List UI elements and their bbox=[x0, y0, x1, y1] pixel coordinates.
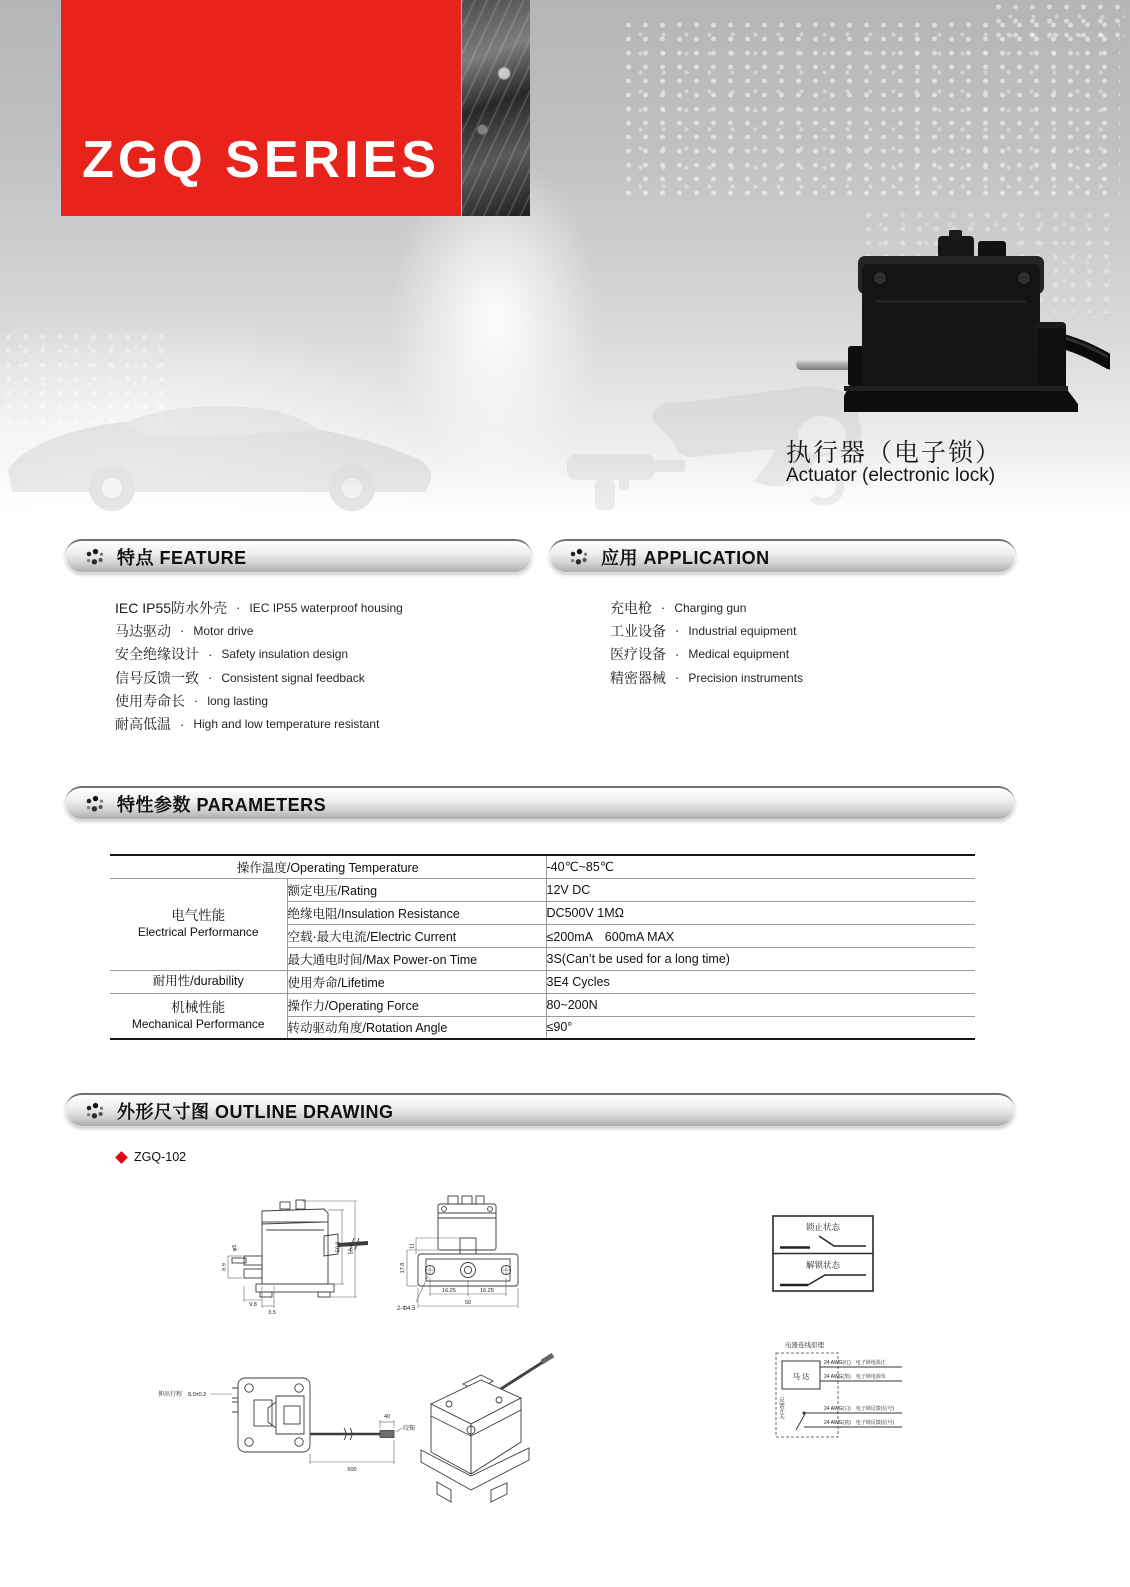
series-banner bbox=[61, 0, 461, 216]
dim-h2: 11 bbox=[409, 1243, 416, 1249]
lock-state-diagram bbox=[772, 1215, 874, 1293]
feature-item bbox=[115, 643, 403, 666]
feature-item bbox=[115, 619, 403, 642]
unlocked-switch-symbol bbox=[780, 1275, 866, 1285]
product-name-zh: 执行器（电子锁） bbox=[786, 439, 1003, 467]
dots-cluster-icon bbox=[85, 1102, 105, 1121]
side-view-dimensions bbox=[222, 1201, 357, 1316]
group-en: Mechanical Performance bbox=[131, 1016, 265, 1031]
wire-label: 24 AWG(白) 电子锁反馈(信号) bbox=[824, 1406, 895, 1412]
dim-h1: 17.8 bbox=[400, 1262, 406, 1274]
param-label: 转动驱动角度/Rotation Angle bbox=[287, 1016, 546, 1039]
car-watermark-image bbox=[0, 372, 445, 514]
section-header-parameters bbox=[65, 786, 1015, 820]
param-label: 绝缘电阻/Insulation Resistance bbox=[287, 901, 546, 924]
tin-label: 绞锡 bbox=[403, 1426, 416, 1432]
feature-zh: 安全绝缘设计 bbox=[115, 646, 199, 663]
feature-en: Consistent signal feedback bbox=[221, 670, 365, 685]
dim-cable: 500 bbox=[347, 1467, 357, 1473]
dots-cluster-icon bbox=[85, 795, 105, 814]
isometric-geometry bbox=[421, 1355, 553, 1502]
section-header-feature bbox=[65, 539, 532, 573]
wiring-diagram bbox=[758, 1337, 910, 1449]
model-row bbox=[117, 1150, 186, 1164]
list-separator: · bbox=[208, 670, 213, 686]
application-item bbox=[610, 643, 803, 666]
lock-state-unlocked-label: 解锁状态 bbox=[805, 1260, 841, 1270]
section-title-application: 应用 APPLICATION bbox=[601, 548, 770, 568]
feature-zh: 马达驱动 bbox=[115, 622, 171, 639]
feature-en: Safety insulation design bbox=[221, 647, 349, 662]
param-value: 80~200N bbox=[546, 993, 975, 1016]
feature-en: long lasting bbox=[207, 693, 269, 708]
parameters-table bbox=[110, 854, 975, 1040]
dim-w-left: 16.25 bbox=[442, 1288, 456, 1294]
dim-h-body: 50.8 bbox=[335, 1241, 342, 1253]
front-view-geometry bbox=[418, 1196, 518, 1286]
feature-zh: 耐高低温 bbox=[115, 716, 171, 733]
table-row bbox=[110, 993, 975, 1016]
section-title-feature: 特点 FEATURE bbox=[117, 548, 247, 568]
front-view-dimensions bbox=[397, 1238, 518, 1312]
list-separator: · bbox=[180, 716, 185, 732]
feature-en: Motor drive bbox=[193, 623, 254, 638]
application-item bbox=[610, 666, 803, 689]
param-value: 12V DC bbox=[546, 878, 975, 901]
param-value: ≤90° bbox=[546, 1016, 975, 1039]
diamond-bullet-icon bbox=[115, 1151, 128, 1164]
wire-label: 24 AWG(蓝) 电子锁反馈(信号) bbox=[824, 1420, 895, 1426]
application-item bbox=[610, 619, 803, 642]
param-group-durability: 耐用性/durability bbox=[110, 970, 287, 993]
section-header-application bbox=[549, 539, 1016, 573]
dim-w1: 9.8 bbox=[249, 1302, 257, 1308]
dim-tin: 40 bbox=[383, 1414, 391, 1420]
dim-h-pin: 8.9 bbox=[222, 1263, 228, 1271]
list-separator: · bbox=[180, 623, 185, 639]
application-en: Charging gun bbox=[674, 600, 747, 615]
feature-list bbox=[115, 596, 403, 736]
group-zh: 机械性能 bbox=[171, 999, 226, 1015]
feature-item bbox=[115, 596, 403, 619]
list-separator: · bbox=[208, 646, 213, 662]
param-label: 最大通电时间/Max Power-on Time bbox=[287, 947, 546, 970]
hero-header bbox=[0, 0, 1130, 514]
application-zh: 充电枪 bbox=[610, 599, 652, 616]
application-en: Medical equipment bbox=[688, 647, 790, 662]
series-title: ZGQ SERIES bbox=[82, 131, 440, 189]
feature-en: IEC IP55 waterproof housing bbox=[249, 600, 403, 615]
application-en: Industrial equipment bbox=[688, 623, 797, 638]
circuit-board-image bbox=[462, 0, 530, 216]
param-value: DC500V 1MΩ bbox=[546, 901, 975, 924]
param-label: 空载·最大电流/Electric Current bbox=[287, 924, 546, 947]
dim-holes: 2-Φ4.5 bbox=[397, 1306, 416, 1312]
section-header-outline bbox=[65, 1093, 1015, 1127]
model-number: ZGQ-102 bbox=[134, 1150, 187, 1164]
feature-item bbox=[115, 712, 403, 735]
wiring-title: 电器连线原理 bbox=[785, 1342, 824, 1349]
list-separator: · bbox=[236, 600, 241, 616]
feature-en: High and low temperature resistant bbox=[193, 717, 380, 732]
top-view-drawing bbox=[158, 1372, 420, 1474]
lock-state-locked-label: 锁止状态 bbox=[805, 1222, 841, 1232]
param-group-mechanical bbox=[110, 993, 287, 1039]
isometric-drawing bbox=[393, 1342, 558, 1517]
param-label: 使用寿命/Lifetime bbox=[287, 970, 546, 993]
table-row bbox=[110, 878, 975, 901]
section-title-outline: 外形尺寸图 OUTLINE DRAWING bbox=[117, 1102, 394, 1122]
param-value: 3E4 Cycles bbox=[546, 970, 975, 993]
dots-cluster-icon bbox=[85, 548, 105, 567]
application-list bbox=[610, 596, 803, 689]
side-view-drawing bbox=[222, 1196, 374, 1318]
param-value: 3S(Can’t be used for a long time) bbox=[546, 947, 975, 970]
feature-item bbox=[115, 666, 403, 689]
feature-item bbox=[115, 689, 403, 712]
dim-w-right: 16.25 bbox=[480, 1288, 494, 1294]
param-value: ≤200mA 600mA MAX bbox=[546, 924, 975, 947]
param-label: 操作温度/Operating Temperature bbox=[236, 860, 419, 875]
param-label: 操作力/Operating Force bbox=[287, 993, 546, 1016]
list-separator: · bbox=[675, 670, 680, 686]
application-zh: 医疗设备 bbox=[610, 646, 666, 663]
application-item bbox=[610, 596, 803, 619]
wire-label: 24 AWG(黑) 电子锁电源负 bbox=[824, 1374, 886, 1380]
param-group-electrical bbox=[110, 878, 287, 970]
locked-switch-symbol bbox=[780, 1236, 866, 1248]
motor-label: 马 达 bbox=[792, 1372, 810, 1381]
feedback-switch-label: 反馈开关 bbox=[778, 1397, 784, 1419]
wire-label: 24 AWG(红) 电子锁电源正 bbox=[824, 1360, 886, 1366]
param-label: 额定电压/Rating bbox=[287, 878, 546, 901]
group-zh: 电气性能 bbox=[171, 908, 226, 924]
table-row bbox=[110, 970, 975, 993]
feature-zh: 使用寿命长 bbox=[115, 692, 185, 709]
dot-pattern bbox=[990, 0, 1125, 46]
table-row bbox=[110, 855, 975, 878]
application-zh: 精密器械 bbox=[610, 669, 666, 686]
front-view-drawing bbox=[396, 1192, 528, 1318]
param-value: -40℃~85℃ bbox=[546, 855, 975, 878]
dim-h-total: 56.7 bbox=[348, 1243, 355, 1255]
list-separator: · bbox=[675, 623, 680, 639]
list-separator: · bbox=[194, 693, 199, 709]
list-separator: · bbox=[661, 600, 666, 616]
dots-cluster-icon bbox=[569, 548, 589, 567]
section-title-parameters: 特性参数 PARAMETERS bbox=[117, 795, 327, 815]
feature-zh: IEC IP55防水外壳 bbox=[115, 599, 228, 616]
stroke-value: 8.0±0.2 bbox=[188, 1392, 207, 1398]
actuator-product-image bbox=[788, 228, 1110, 420]
top-view-geometry bbox=[232, 1378, 394, 1452]
actuator-body bbox=[796, 230, 1110, 412]
application-zh: 工业设备 bbox=[610, 622, 666, 639]
dim-w-total: 50 bbox=[464, 1300, 472, 1306]
application-en: Precision instruments bbox=[688, 670, 804, 685]
dim-w2: 3.5 bbox=[268, 1310, 276, 1316]
stroke-label: 伸出行程 bbox=[158, 1392, 183, 1398]
group-en: Electrical Performance bbox=[137, 924, 259, 939]
product-name-en: Actuator (electronic lock) bbox=[786, 465, 996, 486]
list-separator: · bbox=[675, 646, 680, 662]
feature-zh: 信号反馈一致 bbox=[115, 669, 199, 686]
dim-dia: φ5 bbox=[232, 1244, 238, 1252]
